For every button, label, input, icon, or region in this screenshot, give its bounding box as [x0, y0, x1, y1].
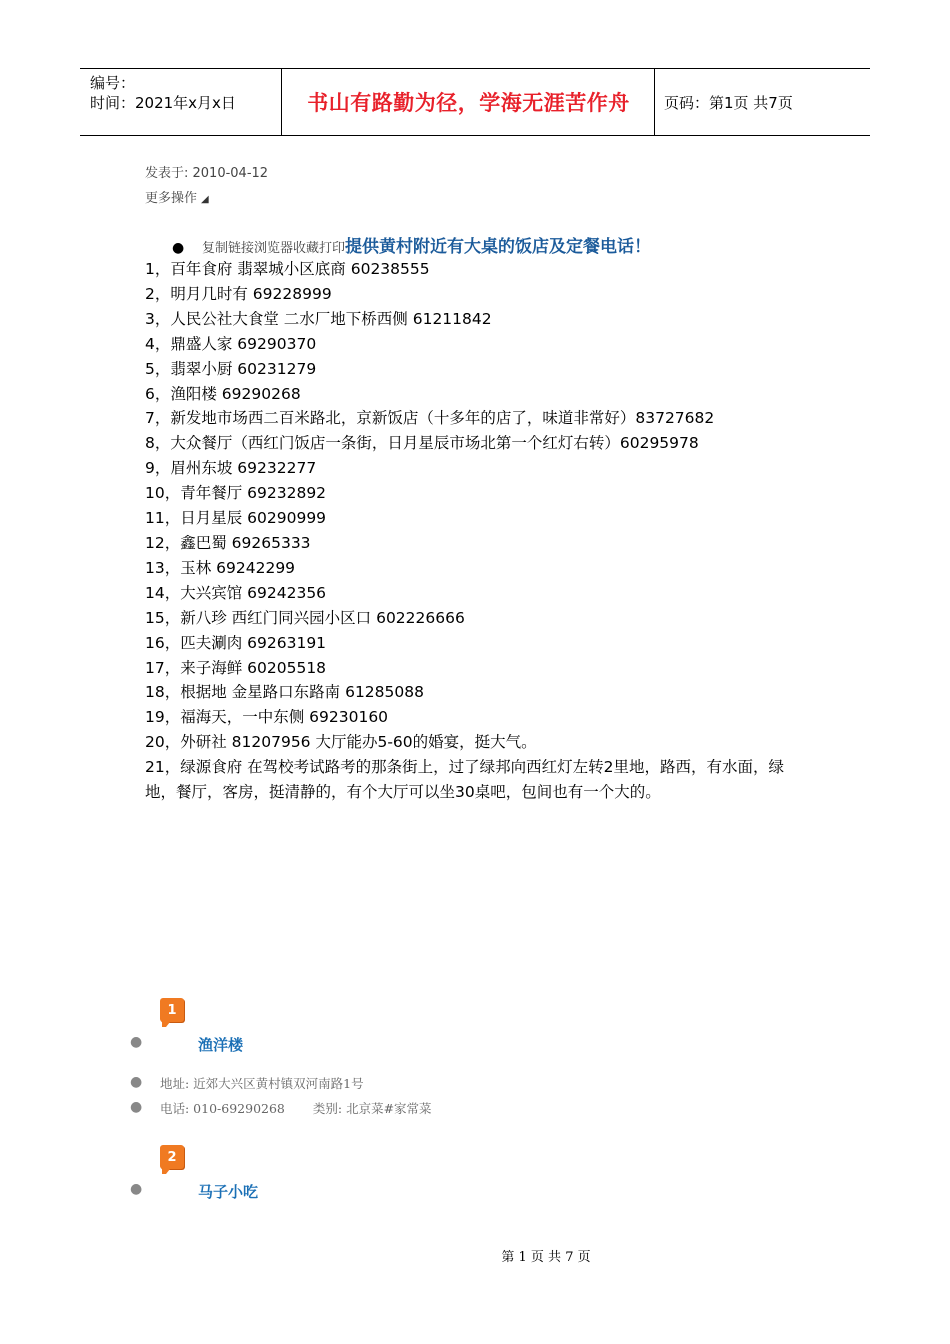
post-headline: 提供黄村附近有大桌的饭店及定餐电话！	[345, 237, 652, 257]
header-page-label: 页码：第1页 共7页	[664, 93, 793, 112]
list-item: 15，新八珍 西红门同兴园小区口 602226666	[145, 608, 465, 627]
listing-badge: 1	[160, 998, 184, 1022]
bullet-icon: ●	[130, 1034, 143, 1050]
list-item: 5，翡翠小厨 60231279	[145, 359, 317, 378]
listing-badge: 2	[160, 1145, 184, 1169]
posted-date: 发表于: 2010-04-12	[145, 166, 269, 181]
more-actions[interactable]	[145, 187, 209, 206]
post-links[interactable]: 复制链接浏览器收藏打印	[202, 241, 346, 256]
listing-category: 类别: 北京菜#家常菜	[312, 1101, 432, 1116]
list-item: 12，鑫巴蜀 69265333	[145, 533, 311, 552]
list-item: 6，渔阳楼 69290268	[145, 384, 301, 403]
header-motto: 书山有路勤为径，学海无涯苦作舟	[283, 69, 655, 135]
list-item: 8，大众餐厅（西红门饭店一条街，日月星辰市场北第一个红灯右转）60295978	[145, 434, 699, 453]
number-label: 编号：	[90, 74, 136, 92]
triangle-down-icon: ◢	[201, 194, 209, 205]
list-item: 20，外研社 81207956 大厅能办5-60的婚宴，挺大气。	[145, 733, 537, 752]
page-footer: 第 1 页 共 7 页	[501, 1250, 591, 1265]
time-label: 时间：2021年x月x日	[90, 94, 236, 112]
more-actions-label: 更多操作	[145, 191, 198, 206]
list-item: 16，匹夫涮肉 69263191	[145, 633, 327, 652]
list-item: 3，人民公社大食堂 二水厂地下桥西侧 61211842	[145, 309, 492, 328]
list-item: 17，来子海鲜 60205518	[145, 658, 327, 677]
list-item: 9，眉州东坡 69232277	[145, 459, 317, 478]
list-item: 2，明月几时有 69228999	[145, 284, 332, 303]
list-item: 4，鼎盛人家 69290370	[145, 334, 317, 353]
listing-phone: 电话: 010-69290268	[160, 1101, 285, 1116]
list-item: 10，青年餐厅 69232892	[145, 484, 327, 503]
list-item: 1，百年食府 翡翠城小区底商 60238555	[145, 260, 430, 278]
list-item: 11，日月星辰 60290999	[145, 509, 327, 528]
bullet-icon: ●	[172, 240, 185, 256]
list-item: 21，绿源食府 在驾校考试路考的那条街上，过了绿邦向西红灯左转2里地，路西，有水面，绿地，餐厅，客房，挺清静的，有个大厅可以坐30桌吧，包间也有一个大的。	[145, 758, 785, 802]
list-item: 7，新发地市场西二百米路北，京新饭店（十多年的店了，味道非常好）83727682	[145, 409, 715, 428]
list-item: 18，根据地 金星路口东路南 61285088	[145, 683, 424, 702]
listing-name[interactable]: 马子小吃	[198, 1183, 259, 1201]
bullet-icon: ●	[130, 1074, 143, 1090]
bullet-icon: ●	[130, 1181, 143, 1197]
header-meta	[80, 69, 282, 135]
listing-contact	[160, 1099, 432, 1117]
bullet-icon: ●	[130, 1099, 143, 1115]
list-item: 13，玉林 69242299	[145, 558, 296, 577]
restaurant-list	[145, 257, 805, 805]
list-item: 14，大兴宾馆 69242356	[145, 583, 327, 602]
list-item: 19，福海天，一中东侧 69230160	[145, 708, 389, 727]
listing-address: 地址: 近郊大兴区黄村镇双河南路1号	[160, 1076, 364, 1091]
post-bullet	[172, 232, 651, 257]
listing-name[interactable]: 渔洋楼	[198, 1036, 244, 1054]
document-header	[80, 68, 870, 136]
